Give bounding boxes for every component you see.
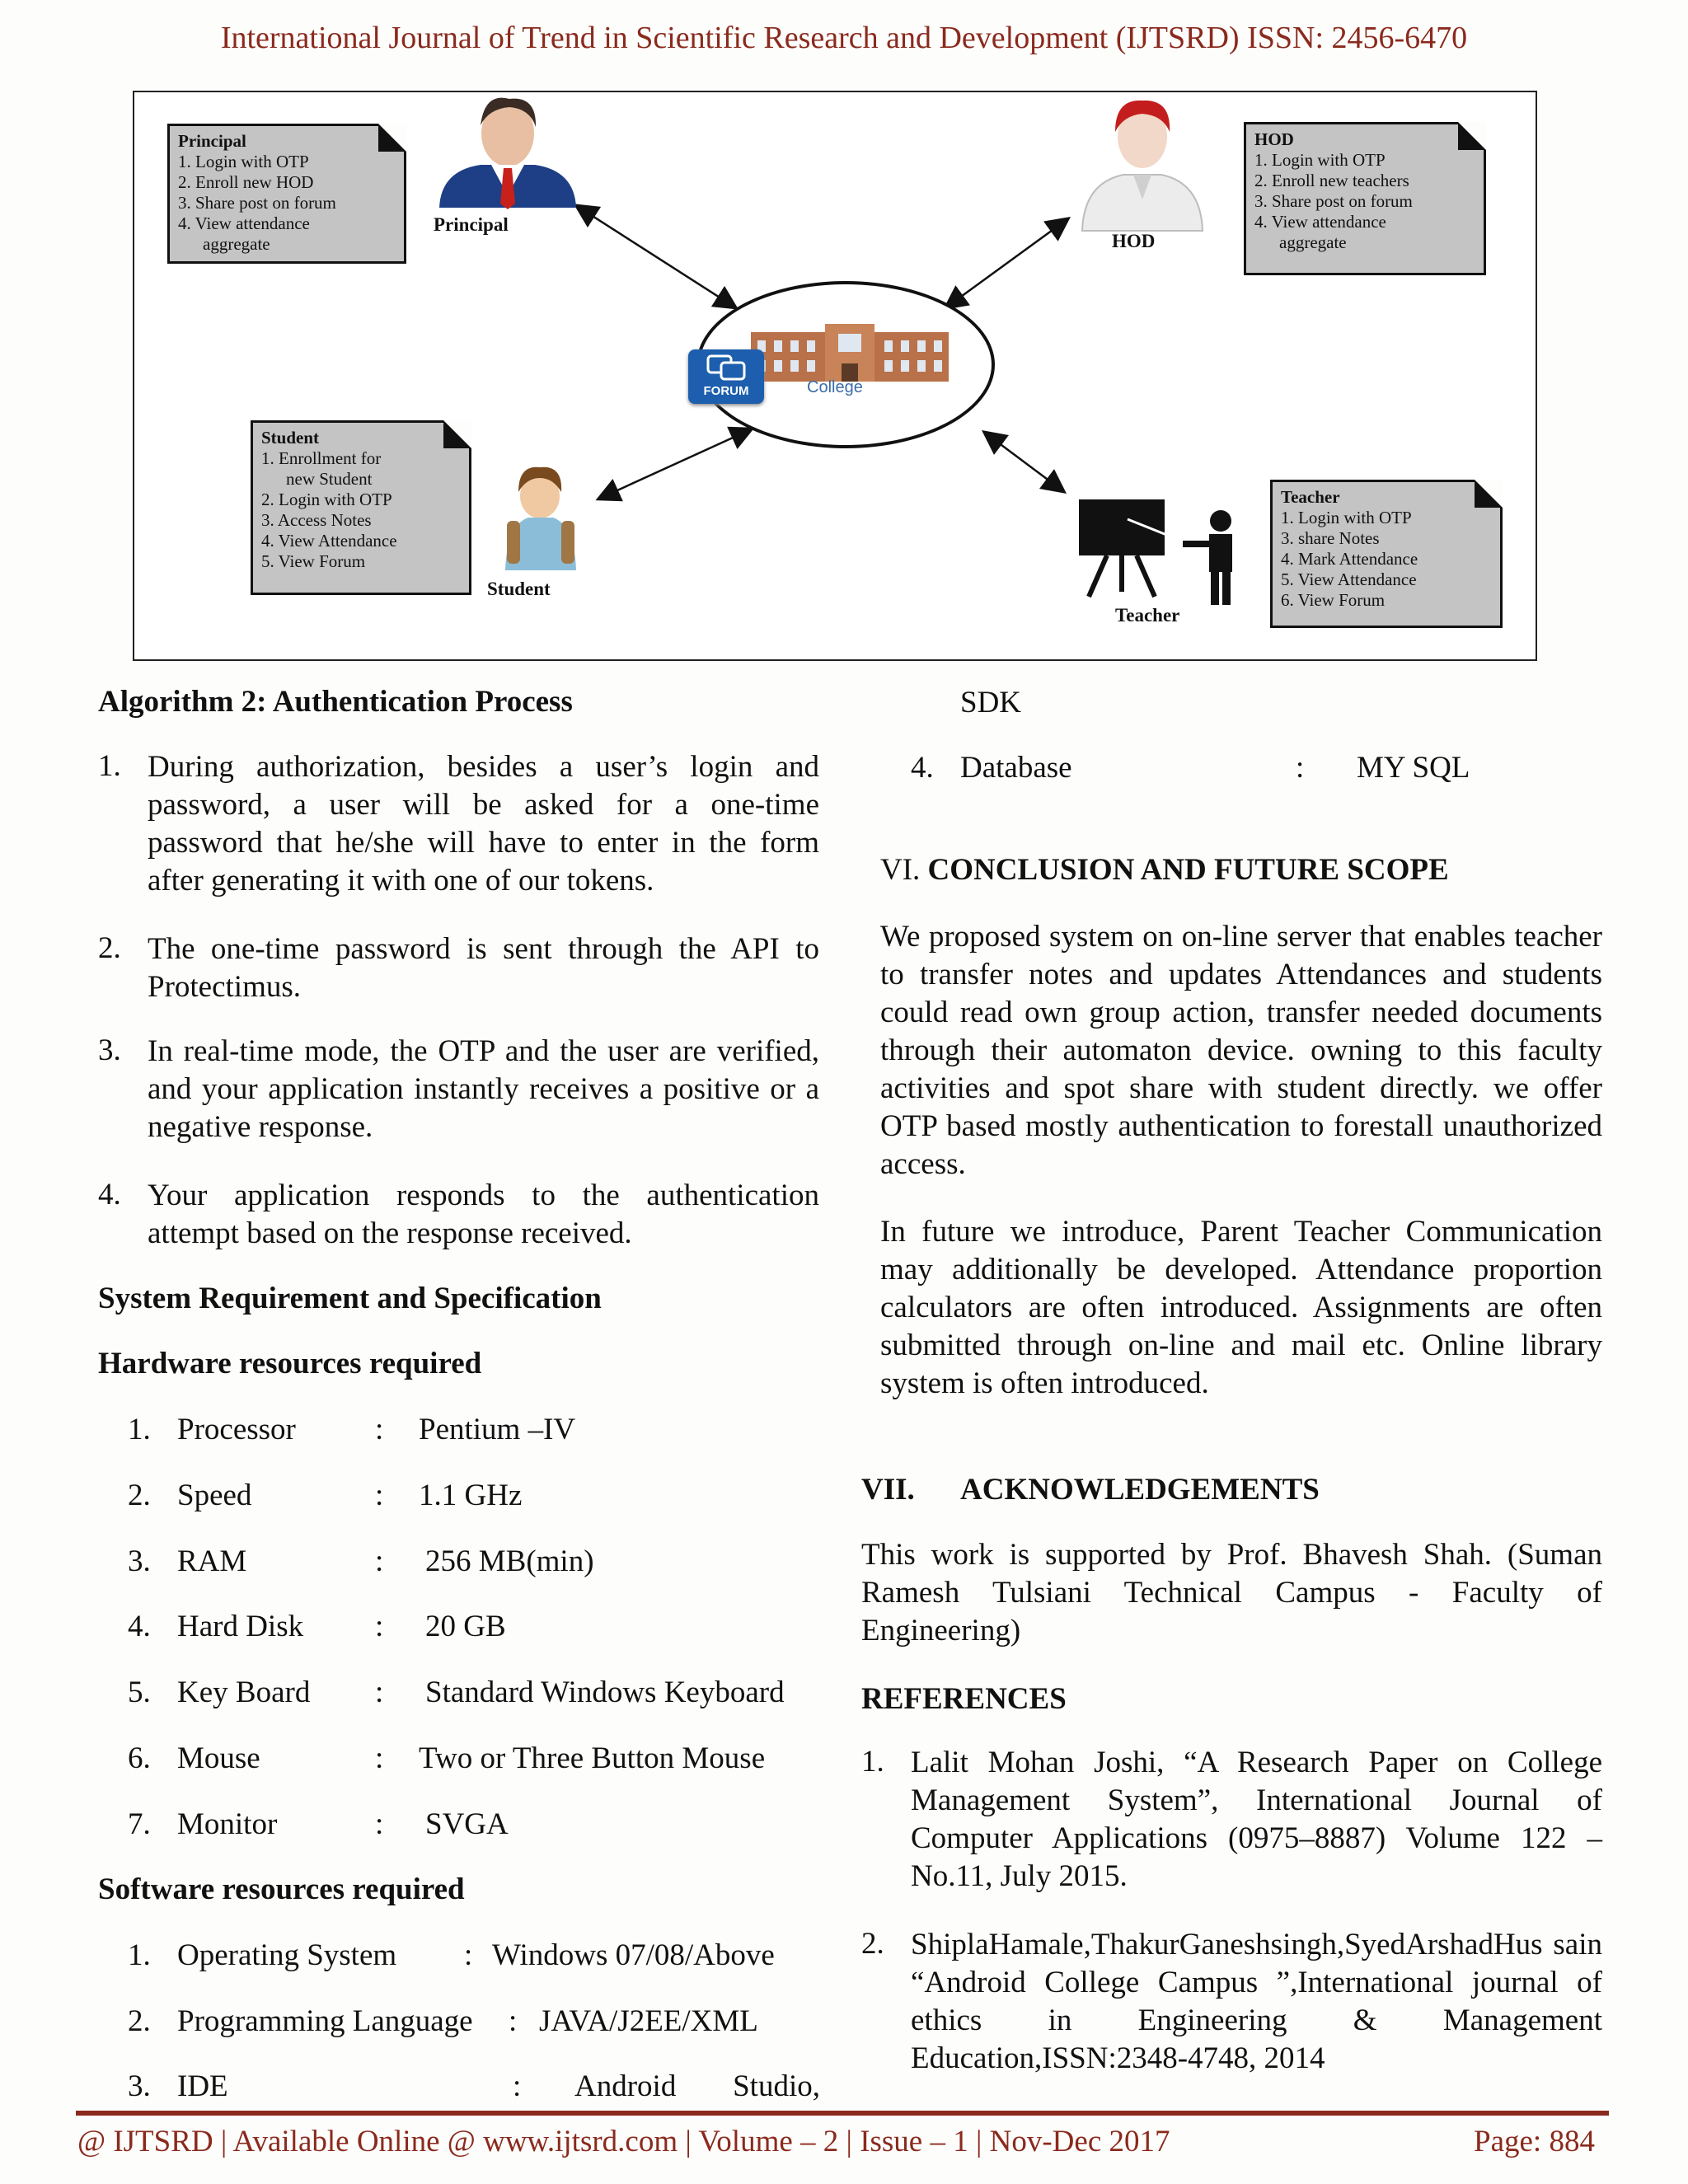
principal-item: 1. Login with OTP xyxy=(178,152,309,171)
hod-person-icon xyxy=(1082,101,1203,231)
reference-num: 1. xyxy=(861,1745,884,1779)
teacher-item: 5. View Attendance xyxy=(1281,569,1417,589)
student-item: 5. View Forum xyxy=(261,551,366,571)
hw-name: Monitor xyxy=(177,1807,278,1841)
ide-sdk-continuation: SDK xyxy=(960,686,1022,719)
sw-num: 1. xyxy=(128,1938,151,1972)
algo-step-num: 1. xyxy=(98,749,121,783)
hw-name: Hard Disk xyxy=(177,1610,304,1643)
college-label: College xyxy=(807,378,863,396)
conclusion-number: VI. xyxy=(880,853,928,887)
principal-label: Principal xyxy=(434,214,509,235)
algo-step-text: Your application responds to the authentication attempt based on the response received. xyxy=(148,1179,819,1250)
hw-value: Two or Three Button Mouse xyxy=(419,1741,766,1775)
hw-name: Processor xyxy=(177,1413,296,1446)
teacher-item: 3. share Notes xyxy=(1281,528,1380,548)
sw-value: Windows 07/08/Above xyxy=(492,1938,775,1972)
conclusion-paragraph-1: We proposed system on on-line server that enables teacher to transfer notes and updates Attendances and students could read own group action, transfer needed documents through their automaton device. owning to this faculty activities and spot share with student directly. we offer OTP based mostly authentication to forestall unauthorized access. xyxy=(880,920,1602,1181)
hw-num: 3. xyxy=(128,1544,151,1578)
reference-text: ShiplaHamale,ThakurGaneshsingh,SyedArshadHus sain “Android College Campus ”,International journal of ethics in Engineering & Management Education,ISSN:2348-4748, 2014 xyxy=(911,1928,1602,2075)
arrow-hod-college xyxy=(946,219,1067,307)
student-person-icon xyxy=(505,467,576,570)
algorithm-title: Algorithm 2: Authentication Process xyxy=(98,685,573,719)
student-item: new Student xyxy=(286,469,373,489)
arrow-teacher-college xyxy=(985,433,1063,491)
hw-name: Speed xyxy=(177,1479,252,1512)
sw-num: 2. xyxy=(128,2004,151,2038)
algo-step-num: 3. xyxy=(98,1033,121,1067)
software-heading: Software resources required xyxy=(98,1872,465,1906)
sw-sep: : xyxy=(464,1938,473,1972)
principal-item: 2. Enroll new HOD xyxy=(178,172,314,192)
hw-sep: : xyxy=(375,1741,384,1775)
references-heading: REFERENCES xyxy=(861,1682,1067,1716)
system-architecture-figure xyxy=(133,91,1537,661)
ack-number: VII. xyxy=(861,1473,915,1507)
hw-num: 2. xyxy=(128,1479,151,1512)
hw-sep: : xyxy=(375,1479,384,1512)
hw-name: Mouse xyxy=(177,1741,260,1775)
student-label: Student xyxy=(487,579,551,599)
db-name: Database xyxy=(960,751,1072,785)
algo-step-num: 4. xyxy=(98,1178,121,1212)
conclusion-heading xyxy=(880,852,1449,888)
ack-heading: ACKNOWLEDGEMENTS xyxy=(960,1473,1320,1507)
hw-num: 5. xyxy=(128,1675,151,1709)
hw-sep: : xyxy=(375,1807,384,1841)
reference-text: Lalit Mohan Joshi, “A Research Paper on College Management System”, International Journal of Computer Applications (0975–8887) Volume 122 – No.11, July 2015. xyxy=(911,1746,1602,1893)
hardware-heading: Hardware resources required xyxy=(98,1347,482,1380)
college-building-icon xyxy=(751,324,949,382)
chat-bubbles-icon xyxy=(706,354,748,382)
teacher-item: 1. Login with OTP xyxy=(1281,508,1412,527)
hw-sep: : xyxy=(375,1413,384,1446)
hw-num: 4. xyxy=(128,1610,151,1643)
system-requirement-heading: System Requirement and Specification xyxy=(98,1282,602,1315)
hod-item: 2. Enroll new teachers xyxy=(1254,171,1409,190)
algo-step-text: The one-time password is sent through the API to Protectimus. xyxy=(148,932,819,1004)
algo-step-text: During authorization, besides a user’s login and password, a user will be asked for a one-time password that he/she will have to enter in the form after generating it with one of our tokens. xyxy=(148,750,819,898)
teacher-note-title: Teacher xyxy=(1281,487,1340,507)
student-item: 3. Access Notes xyxy=(261,510,372,530)
hw-num: 1. xyxy=(128,1413,151,1446)
algo-step-num: 2. xyxy=(98,931,121,965)
student-item: 4. View Attendance xyxy=(261,531,397,551)
page-number: Page: 884 xyxy=(1474,2125,1595,2158)
forum-label: FORUM xyxy=(703,384,749,398)
conclusion-paragraph-2: In future we introduce, Parent Teacher Communication may additionally be developed. Attendance proportion calculators are often introduced. Assignments are often submitted through on-line and mail etc. Online library system is often introduced. xyxy=(880,1215,1602,1400)
sw-name: IDE xyxy=(177,2069,228,2103)
teacher-note xyxy=(1270,480,1503,628)
principal-item: aggregate xyxy=(203,234,270,254)
hod-note-title: HOD xyxy=(1254,129,1294,149)
student-note-title: Student xyxy=(261,428,320,448)
hod-note xyxy=(1244,122,1486,275)
db-num: 4. xyxy=(911,751,934,785)
footer-text: @ IJTSRD | Available Online @ www.ijtsrd.com | Volume – 2 | Issue – 1 | Nov-Dec 2017 xyxy=(77,2125,1170,2158)
teacher-board-icon xyxy=(1079,499,1232,605)
db-value: MY SQL xyxy=(1357,751,1470,785)
principal-note-title: Principal xyxy=(178,131,246,151)
conclusion-title: CONCLUSION AND FUTURE SCOPE xyxy=(927,853,1449,887)
principal-note xyxy=(167,124,406,264)
sw-value: Android Studio, xyxy=(574,2069,820,2103)
hod-item: 1. Login with OTP xyxy=(1254,150,1386,170)
principal-person-icon xyxy=(439,98,576,209)
teacher-item: 4. Mark Attendance xyxy=(1281,549,1418,569)
student-item: 2. Login with OTP xyxy=(261,490,392,509)
sw-name: Operating System xyxy=(177,1938,397,1972)
hw-value: 20 GB xyxy=(425,1610,506,1643)
arrow-principal-college xyxy=(577,206,735,307)
footer-rule xyxy=(76,2111,1609,2116)
hw-num: 6. xyxy=(128,1741,151,1775)
sw-sep: : xyxy=(509,2004,518,2038)
forum-badge xyxy=(688,349,764,404)
journal-header: International Journal of Trend in Scientific Research and Development (IJTSRD) ISSN: 2456-6470 xyxy=(220,21,1468,55)
sw-sep: : xyxy=(513,2069,522,2103)
db-sep: : xyxy=(1296,751,1305,785)
hod-item: 4. View attendance xyxy=(1254,212,1386,232)
hw-value: Pentium –IV xyxy=(419,1413,576,1446)
hw-value: Standard Windows Keyboard xyxy=(425,1675,785,1709)
teacher-item: 6. View Forum xyxy=(1281,590,1386,610)
hw-num: 7. xyxy=(128,1807,151,1841)
principal-item: 4. View attendance xyxy=(178,213,310,233)
hw-value: SVGA xyxy=(425,1807,509,1841)
hw-sep: : xyxy=(375,1544,384,1578)
hw-value: 256 MB(min) xyxy=(425,1544,594,1578)
hw-name: Key Board xyxy=(177,1675,311,1709)
hod-item: aggregate xyxy=(1279,232,1347,252)
hw-value: 1.1 GHz xyxy=(419,1479,523,1512)
student-note xyxy=(251,420,471,595)
teacher-label: Teacher xyxy=(1115,605,1180,626)
reference-num: 2. xyxy=(861,1927,884,1961)
sw-num: 3. xyxy=(128,2069,151,2103)
principal-item: 3. Share post on forum xyxy=(178,193,336,213)
hw-name: RAM xyxy=(177,1544,247,1578)
ack-text: This work is supported by Prof. Bhavesh Shah. (Suman Ramesh Tulsiani Technical Campus - Faculty of Engineering) xyxy=(861,1538,1602,1647)
hod-label: HOD xyxy=(1112,231,1156,251)
sw-value: JAVA/J2EE/XML xyxy=(539,2004,758,2038)
hw-sep: : xyxy=(375,1610,384,1643)
algo-step-text: In real-time mode, the OTP and the user are verified, and your application instantly receives a positive or a negative response. xyxy=(148,1034,819,1144)
hw-sep: : xyxy=(375,1675,384,1709)
sw-name: Programming Language xyxy=(177,2004,473,2038)
arrow-student-college xyxy=(599,429,751,499)
student-item: 1. Enrollment for xyxy=(261,448,382,468)
hod-item: 3. Share post on forum xyxy=(1254,191,1413,211)
